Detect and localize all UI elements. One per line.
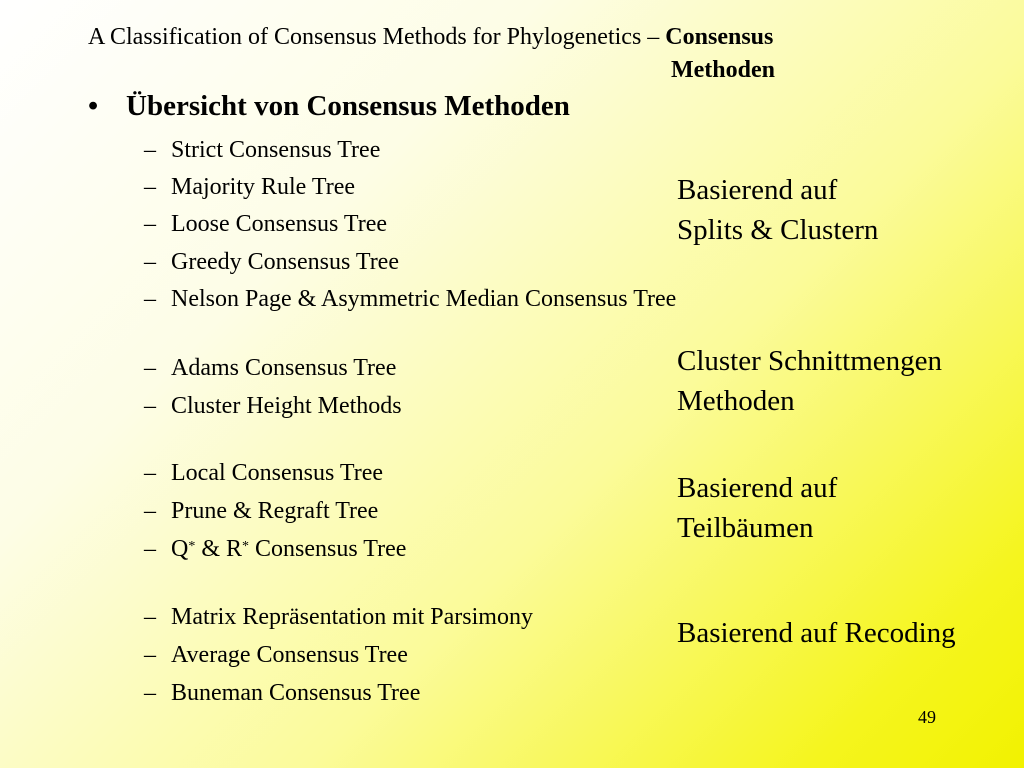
- dash-marker: –: [144, 174, 156, 200]
- dash-marker: –: [144, 642, 156, 668]
- slide-header: [88, 22, 908, 83]
- list-item-text: Local Consensus Tree: [171, 460, 383, 486]
- list-item-text: Greedy Consensus Tree: [171, 249, 399, 275]
- dash-marker: –: [144, 536, 156, 562]
- bullet-dot: •: [88, 90, 99, 122]
- dash-marker: –: [144, 498, 156, 524]
- group-label-line: Teilbäumen: [677, 512, 814, 544]
- list-item-text: Matrix Repräsentation mit Parsimony: [171, 604, 533, 630]
- group-label-line: Cluster Schnittmengen: [677, 345, 942, 377]
- dash-marker: –: [144, 286, 156, 312]
- list-item-text: Loose Consensus Tree: [171, 211, 388, 237]
- superscript-star: *: [242, 539, 250, 554]
- header-title-bold-line2: Methoden: [671, 57, 775, 83]
- group-label-line: Splits & Clustern: [677, 214, 879, 246]
- header-title-prefix: A Classification of Consensus Methods for Phylogenetics –: [88, 24, 666, 50]
- group-label-cluster-intersection: [677, 341, 942, 421]
- dash-marker: –: [144, 460, 156, 486]
- dash-marker: –: [144, 249, 156, 275]
- list-item-text: [171, 534, 406, 564]
- list-item-text: Nelson Page & Asymmetric Median Consensus Tree: [171, 286, 677, 312]
- header-title-bold: Consensus: [665, 24, 774, 50]
- dash-marker: –: [144, 604, 156, 630]
- q-label: Q: [171, 536, 189, 562]
- list-item-text: Majority Rule Tree: [171, 174, 355, 200]
- group-label-line: Basierend auf: [677, 472, 838, 504]
- list-item-text: Strict Consensus Tree: [171, 137, 381, 163]
- group-label-line: Methoden: [677, 385, 795, 417]
- group-label-subtrees: [677, 468, 837, 548]
- list-item-text: Cluster Height Methods: [171, 393, 402, 419]
- consensus-tree-label: Consensus Tree: [249, 536, 407, 562]
- superscript-star: *: [188, 539, 196, 554]
- group-label-recoding: [677, 613, 956, 653]
- list-item-text: Prune & Regraft Tree: [171, 498, 379, 524]
- dash-marker: –: [144, 137, 156, 163]
- dash-marker: –: [144, 211, 156, 237]
- and-r-label: & R: [195, 536, 243, 562]
- group-label-splits: [677, 170, 878, 250]
- list-item-text: Buneman Consensus Tree: [171, 680, 421, 706]
- list-item-text: Average Consensus Tree: [171, 642, 408, 668]
- page-number: 49: [918, 707, 936, 727]
- group-label-line: Basierend auf Recoding: [677, 617, 956, 649]
- dash-marker: –: [144, 355, 156, 381]
- list-item-text: Adams Consensus Tree: [171, 355, 397, 381]
- dash-marker: –: [144, 393, 156, 419]
- dash-marker: –: [144, 680, 156, 706]
- group-label-line: Basierend auf: [677, 174, 838, 206]
- main-bullet-text: Übersicht von Consensus Methoden: [126, 90, 570, 122]
